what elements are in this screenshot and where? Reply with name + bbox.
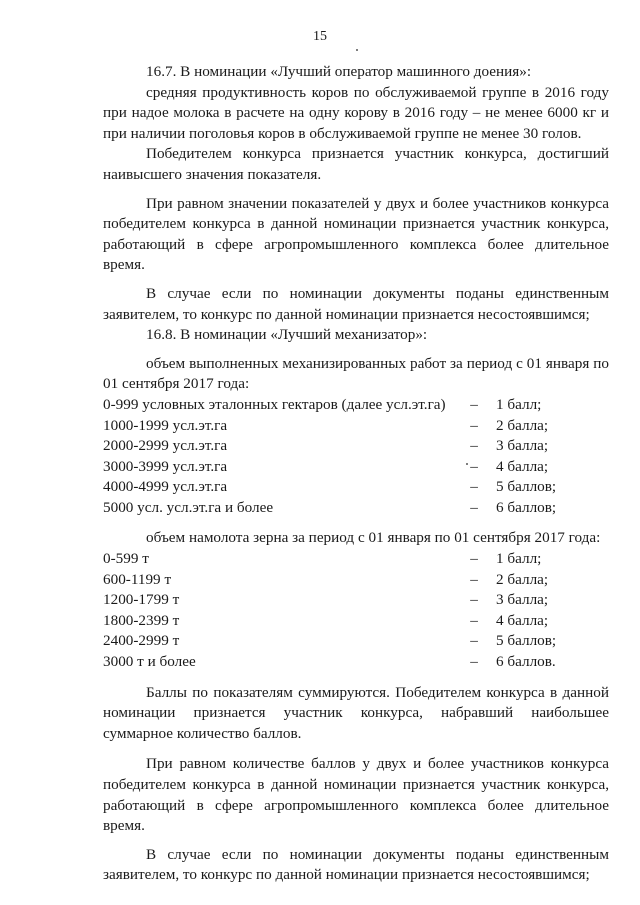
scan-speck: [356, 49, 358, 51]
grain-score-list: [103, 549, 609, 673]
paragraph-tie-rule-2: При равном количестве баллов у двух и более участников конкурса победителем конкурса в данной номинации признается участник конкурса, работающий в сфере агропромышленного комплекса более длительное время.: [103, 755, 609, 835]
score-points: 2 балла;: [496, 416, 549, 434]
score-row: [103, 631, 609, 652]
score-dash: –: [470, 498, 478, 516]
score-row: [103, 498, 609, 519]
score-row: [103, 416, 609, 437]
score-row: [103, 395, 609, 416]
score-row: [103, 590, 609, 611]
score-row: [103, 477, 609, 498]
score-points: 4 балла;: [496, 457, 549, 475]
score-points: 5 баллов;: [496, 632, 557, 650]
score-dash: –: [470, 416, 478, 434]
paragraph-single-applicant-2: В случае если по номинации документы поданы единственным заявителем, то конкурс по данной номинации признается несостоявшимся;: [103, 845, 609, 884]
paragraph-grain-threshing: объем намолота зерна за период с 01 января по 01 сентября 2017 года:: [146, 529, 601, 547]
score-dash: –: [470, 437, 478, 455]
score-points: 3 балла;: [496, 591, 549, 609]
paragraph-winner-rule: Победителем конкурса признается участник конкурса, достигший наивысшего значения показателя.: [103, 145, 609, 183]
page-number: 15: [313, 29, 327, 44]
score-range: 2400-2999 т: [103, 632, 180, 650]
section-heading-16-7: 16.7. В номинации «Лучший оператор машинного доения»:: [146, 63, 532, 80]
mechanized-score-list: [103, 395, 609, 519]
score-range: 2000-2999 усл.эт.га: [103, 437, 228, 455]
score-dash: –: [470, 570, 478, 588]
score-dash: –: [470, 653, 478, 671]
paragraph-criteria-milking: средняя продуктивность коров по обслуживаемой группе в 2016 году при надое молока в расчете на одну корову в 2016 году – не менее 6000 кг и при наличии поголовья коров в обслуживаемой группе не менее 30 голов.: [103, 83, 609, 142]
paragraph-tie-rule: При равном значении показателей у двух и более участников конкурса победителем конкурса в данной номинации признается участник конкурса, работающий в сфере агропромышленного комплекса более длительное время.: [103, 194, 609, 274]
score-range: 3000 т и более: [103, 653, 196, 671]
score-range: 0-999 условных эталонных гектаров (далее усл.эт.га): [103, 395, 446, 413]
score-points: 6 баллов;: [496, 498, 557, 516]
paragraph-mechanized-works: объем выполненных механизированных работ за период с 01 января по 01 сентября 2017 года:: [103, 354, 609, 393]
score-range: 600-1199 т: [103, 570, 172, 588]
score-points: 6 баллов.: [496, 653, 556, 671]
section-heading-16-8: 16.8. В номинации «Лучший механизатор»:: [146, 326, 428, 344]
score-row: [103, 652, 609, 673]
score-dash: –: [470, 478, 478, 496]
score-points: 3 балла;: [496, 437, 549, 455]
score-range: 1200-1799 т: [103, 591, 180, 609]
score-row: [103, 436, 609, 457]
score-dash: –: [470, 457, 478, 475]
paragraph-points-summed: Баллы по показателям суммируются. Победителем конкурса в данной номинации признается участник конкурса, набравший наибольшее суммарное количество баллов.: [103, 683, 609, 742]
score-range: 0-599 т: [103, 550, 149, 568]
score-points: 4 балла;: [496, 611, 549, 629]
score-row: [103, 549, 609, 570]
score-range: 5000 усл. усл.эт.га и более: [103, 498, 274, 516]
score-range: 1000-1999 усл.эт.га: [103, 416, 228, 434]
score-dash: –: [470, 611, 478, 629]
score-points: 5 баллов;: [496, 478, 557, 496]
paragraph-single-applicant: В случае если по номинации документы поданы единственным заявителем, то конкурс по данной номинации признается несостоявшимся;: [103, 284, 609, 323]
score-row: [103, 570, 609, 591]
document-body: [103, 62, 609, 886]
score-range: 1800-2399 т: [103, 611, 180, 629]
score-range: 4000-4999 усл.эт.га: [103, 478, 228, 496]
score-points: 1 балл;: [496, 550, 542, 568]
score-row: [103, 457, 609, 478]
score-dash: –: [470, 550, 478, 568]
score-dash: –: [470, 591, 478, 609]
score-points: 1 балл;: [496, 395, 542, 413]
score-dash: –: [470, 395, 478, 413]
score-dash: –: [470, 632, 478, 650]
score-row: [103, 611, 609, 632]
score-range: 3000-3999 усл.эт.га: [103, 457, 228, 475]
score-points: 2 балла;: [496, 570, 549, 588]
